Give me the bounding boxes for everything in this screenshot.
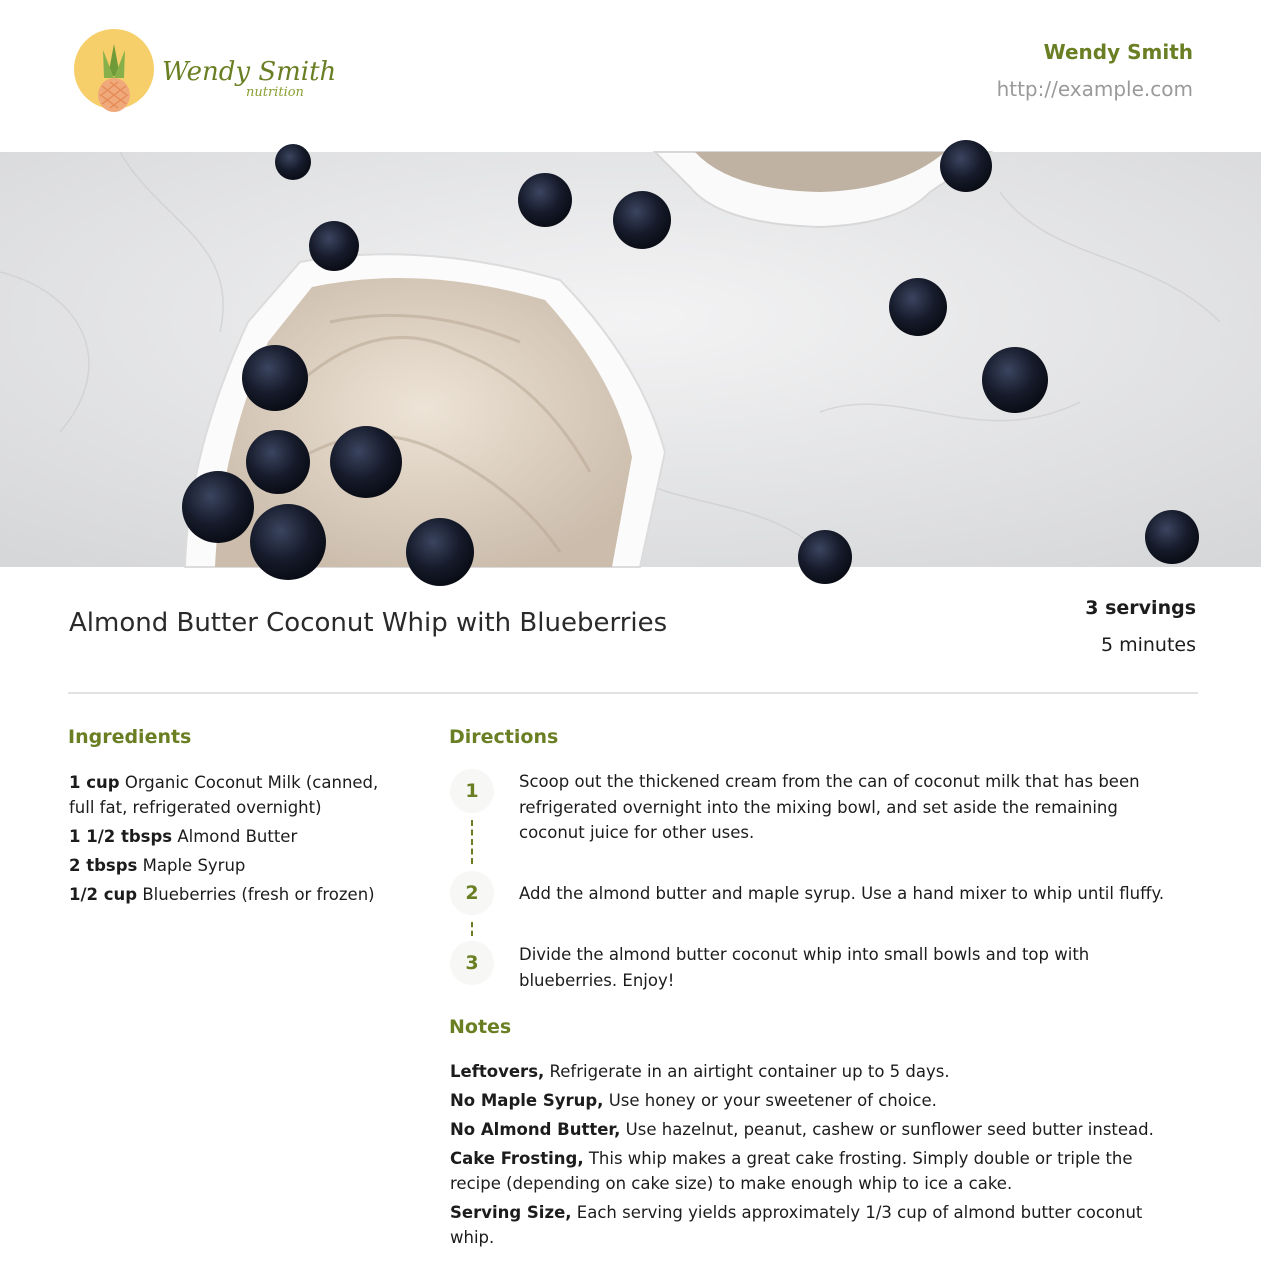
note-item <box>450 1088 1180 1113</box>
note-label: Leftovers, <box>450 1062 545 1081</box>
ingredients-heading: Ingredients <box>68 726 192 748</box>
notes-list <box>450 1059 1180 1254</box>
recipe-servings: 3 servings <box>1085 597 1196 619</box>
ingredient-name: Organic Coconut Milk (canned, full fat, refrigerated overnight) <box>69 773 379 817</box>
recipe-title: Almond Butter Coconut Whip with Blueberries <box>69 608 668 638</box>
logo-subtext: nutrition <box>246 85 304 100</box>
note-label: No Almond Butter, <box>450 1120 621 1139</box>
ingredient-qty: 1 1/2 tbsps <box>69 827 173 846</box>
ingredient-qty: 2 tbsps <box>69 856 138 875</box>
step-text: Scoop out the thickened cream from the can of coconut milk that has been refrigerated overnight into the mixing bowl, and set aside the remaining coconut juice for other uses. <box>519 772 1140 842</box>
divider <box>68 692 1198 694</box>
note-item <box>450 1146 1180 1196</box>
ingredient-name: Blueberries (fresh or frozen) <box>142 885 375 904</box>
ingredient-item <box>69 853 389 878</box>
directions-heading: Directions <box>449 726 559 748</box>
note-text: This whip makes a great cake frosting. Simply double or triple the recipe (depending on cake size) to make enough whip to ice a cake. <box>450 1149 1133 1193</box>
logo-text: Wendy Smith <box>162 57 337 87</box>
ingredient-name: Almond Butter <box>177 827 298 846</box>
header <box>0 0 1261 152</box>
step-number: 1 <box>450 769 494 813</box>
brand-logo[interactable] <box>74 28 337 112</box>
step-text: Add the almond butter and maple syrup. Use a hand mixer to whip until fluffy. <box>519 884 1165 903</box>
note-text: Refrigerate in an airtight container up to 5 days. <box>549 1062 950 1081</box>
ingredient-item <box>69 824 389 849</box>
note-item <box>450 1117 1180 1142</box>
ingredient-item <box>69 770 389 820</box>
ingredient-item <box>69 882 389 907</box>
ingredient-qty: 1 cup <box>69 773 120 792</box>
note-text: Use hazelnut, peanut, cashew or sunflower seed butter instead. <box>625 1120 1154 1139</box>
step-connector <box>471 820 473 864</box>
ingredients-list <box>69 770 389 911</box>
recipe-time: 5 minutes <box>1100 634 1196 656</box>
notes-heading: Notes <box>449 1016 512 1038</box>
note-label: Cake Frosting, <box>450 1149 584 1168</box>
note-label: Serving Size, <box>450 1203 572 1222</box>
step-text: Divide the almond butter coconut whip into small bowls and top with blueberries. Enjoy! <box>519 945 1090 990</box>
note-item <box>450 1059 1180 1084</box>
author-url[interactable]: http://example.com <box>996 77 1193 101</box>
recipe-photo <box>0 152 1261 567</box>
note-text: Use honey or your sweetener of choice. <box>608 1091 937 1110</box>
step-number: 2 <box>450 871 494 915</box>
step-number: 3 <box>450 941 494 985</box>
step-connector <box>471 922 473 936</box>
author-name: Wendy Smith <box>1043 40 1193 64</box>
note-item <box>450 1200 1180 1250</box>
note-text: Each serving yields approximately 1/3 cup of almond butter coconut whip. <box>450 1203 1143 1247</box>
ingredient-name: Maple Syrup <box>142 856 246 875</box>
ingredient-qty: 1/2 cup <box>69 885 138 904</box>
note-label: No Maple Syrup, <box>450 1091 604 1110</box>
